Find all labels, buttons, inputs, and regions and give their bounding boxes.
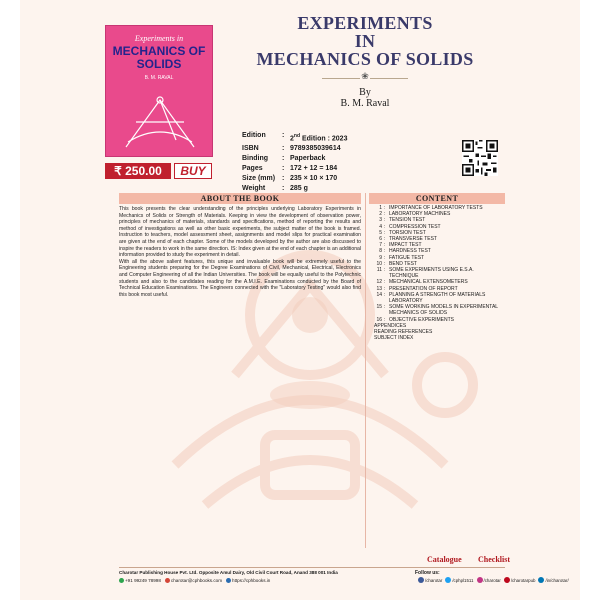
catalogue-page [20, 0, 580, 600]
chapter-item: 15 : SOME WORKING MODELS IN EXPERIMENTAL MECHANICS OF SOLIDS [376, 304, 498, 317]
email-item[interactable]: charotar@cphbooks.com [165, 578, 222, 584]
chapter-item: 8 : HARDNESS TEST [379, 248, 431, 255]
book-title [250, 14, 480, 68]
qr-code-icon[interactable] [462, 140, 498, 176]
instagram-link[interactable]: /charotar [477, 577, 501, 583]
social-links [418, 577, 569, 583]
contact-row [119, 578, 419, 584]
pinterest-icon [504, 577, 510, 583]
linkedin-icon [538, 577, 544, 583]
pinterest-link[interactable]: /charotarpub [504, 577, 536, 583]
globe-icon [226, 578, 231, 583]
chapter-item: 12 : MECHANICAL EXTENSOMETERS [376, 279, 468, 286]
detail-weight: Weight : 285 g [242, 185, 308, 193]
ornament-icon: ❀ [361, 71, 369, 81]
detail-edition: Edition : 2nd Edition : 2023 [242, 132, 348, 143]
publisher-address: Charotar Publishing House Pvt. Ltd. Opposite Amul Dairy, Old Civil Court Road, Anand 388 001 India [119, 570, 338, 575]
about-text [119, 206, 361, 298]
footer-divider [119, 567, 505, 568]
follow-us-label: Follow us: [415, 570, 440, 576]
chapter-item: 1 : IMPORTANCE OF LABORATORY TESTS [379, 205, 483, 211]
column-divider [365, 193, 366, 548]
chapter-item: 2 : LABORATORY MACHINES [379, 211, 451, 218]
chapter-item: 14 : PLANNING A STRENGTH OF MATERIALS LABORATORY [376, 291, 486, 305]
detail-binding: Binding : Paperback [242, 155, 326, 163]
cover-author: B. M. RAVAL [144, 75, 174, 81]
appendix-item: READING REFERENCES [374, 329, 433, 336]
linkedin-link[interactable]: /in/charotar/ [538, 577, 568, 583]
book-details [242, 131, 347, 194]
twitter-link[interactable]: /cphpl1511 [445, 577, 473, 583]
chapter-item: 7 : IMPACT TEST [379, 242, 422, 249]
appendix-item: APPENDICES [374, 322, 407, 329]
chapter-item: 6 : TRANSVERSE TEST [379, 236, 437, 243]
chapter-item: 4 : COMPRESSION TEST [379, 223, 441, 230]
detail-size: Size (mm) : 235 × 10 × 170 [242, 175, 338, 183]
checklist-link[interactable]: Checklist [478, 555, 510, 564]
cover-subtitle: Experiments in [134, 34, 184, 43]
chapter-item: 13 : PRESENTATION OF REPORT [376, 285, 458, 292]
about-paragraph: This book presents the clear understanding of the principles underlying Laboratory Experiments in Mechanics of Solids or Strength of Materials. Keeping in view the development of observation power, principles of mechanics of materials, standards and specifications, method of reporting the results and method of investigations as well as other basic experiments, the subject matter of the book is framed. Instruction to teachers, model assessment sheet, assignments and model slips for practical examination are given at the end of each chapter. Some of the models developed by the author are also discussed to inspire the readers to work in the same direction. IS: Index given at the end of each chapter is an additional information provided to study the experiment in detail. [119, 206, 361, 259]
content-heading: CONTENT [369, 193, 505, 204]
twitter-icon [445, 577, 451, 583]
chapter-item: 5 : TORSION TEST [379, 229, 426, 236]
appendix-item: SUBJECT INDEX [374, 335, 414, 342]
book-title-line1: EXPERIMENTS [297, 13, 433, 33]
book-author: B. M. Raval [340, 98, 390, 109]
email-icon [165, 578, 170, 583]
about-paragraph: With all the above salient features, this unique and invaluable book will be extremely useful to the Engineering students preparing for the Degree Examinations of Civil, Mechanical, Electrical, Electronics and Computer Engineering of all the Indian Universities. The book will be equally useful to the Polytechnic students and also to the candidates reading for the A.M.I.E. Examinations conducted by the Board of Technical Education Examinations. The Engineers connected with the "Laboratory Testing" would also find this book most useful. [119, 258, 361, 298]
cover-title-line2: SOLIDS [136, 57, 182, 71]
chapter-item: 3 : TENSION TEST [379, 217, 426, 224]
price-tag: ₹ 250.00 [105, 163, 171, 179]
phone-item[interactable]: +91 99249 78998 [119, 578, 161, 584]
whatsapp-icon [119, 578, 124, 583]
facebook-link[interactable]: /charotar [418, 577, 442, 583]
book-title-line2: IN [354, 31, 376, 51]
detail-pages: Pages : 172 + 12 = 184 [242, 165, 338, 173]
buy-button[interactable]: BUY [174, 163, 212, 179]
detail-isbn: ISBN : 9789385039614 [242, 145, 341, 153]
by-label: By [359, 87, 371, 98]
sextant-illustration [116, 92, 204, 152]
about-heading: ABOUT THE BOOK [119, 193, 361, 204]
chapter-item: 10 : BEND TEST [376, 260, 417, 267]
website-item[interactable]: https://cphbooks.in [226, 578, 270, 584]
book-title-line3: MECHANICS OF SOLIDS [256, 49, 474, 69]
catalogue-link[interactable]: Catalogue [427, 555, 462, 564]
chapter-item: 11 : SOME EXPERIMENTS USING E.S.A. TECHNIQUE [376, 267, 474, 280]
facebook-icon [418, 577, 424, 583]
chapter-item: 9 : FATIGUE TEST [379, 254, 425, 261]
instagram-icon [477, 577, 483, 583]
cover-title [106, 45, 212, 71]
content-list [374, 205, 504, 341]
cover-title-line1: MECHANICS OF [112, 44, 206, 58]
chapter-item: 16 : OBJECTIVE EXPERIMENTS [376, 316, 455, 323]
book-cover[interactable] [105, 25, 213, 157]
